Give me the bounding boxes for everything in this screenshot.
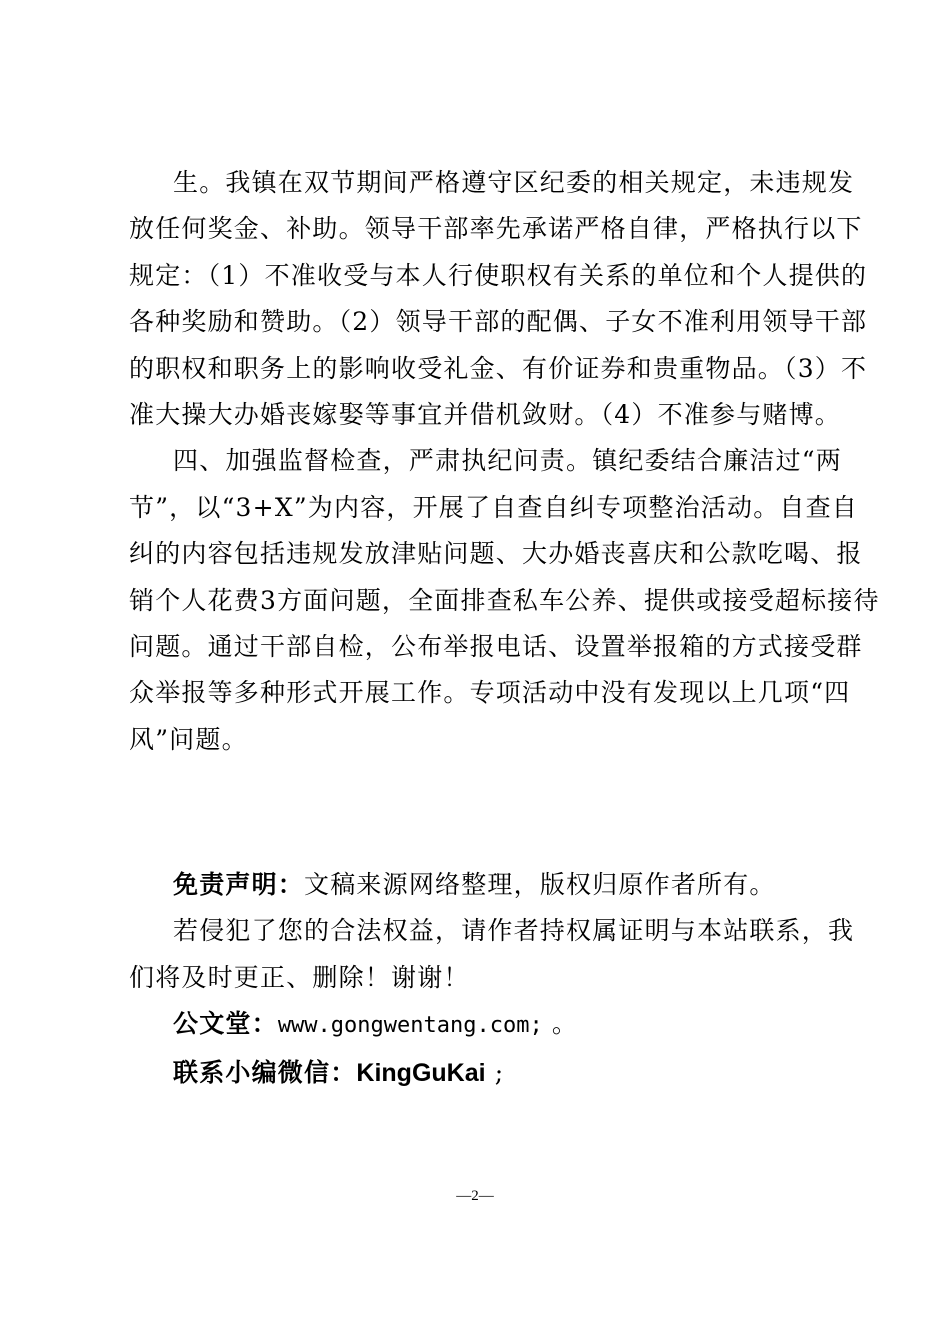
page-number: —2—: [456, 1188, 494, 1204]
disclaimer-block: [129, 862, 863, 1096]
site-url-link[interactable]: www.gongwentang.com;: [277, 1013, 543, 1039]
text-line: 各种奖励和赞助。（2）领导干部的配偶、子女不准利用领导干部: [129, 307, 868, 337]
text-line: 准大操大办婚丧嫁娶等事宜并借机敛财。（4）不准参与赌博。: [129, 400, 842, 430]
text-line: 放任何奖金、补助。领导干部率先承诺严格自律，严格执行以下: [129, 214, 863, 244]
text-line: 规定：（1）不准收受与本人行使职权有关系的单位和个人提供的: [129, 260, 868, 290]
document-body: [129, 160, 880, 763]
site-tail: 。: [542, 1009, 579, 1039]
text-line: 生。我镇在双节期间严格遵守区纪委的相关规定，未违规发: [173, 168, 855, 197]
text-line: 风”问题。: [129, 724, 248, 754]
text-line: 众举报等多种形式开展工作。专项活动中没有发现以上几项“四: [129, 678, 851, 708]
wechat-id: KingGuKai: [356, 1058, 486, 1087]
section-4: [129, 438, 880, 763]
wechat-label: 联系小编微信：: [173, 1057, 357, 1087]
paragraph-rules: [129, 160, 868, 438]
disclaimer-line-3: 们将及时更正、删除！谢谢！: [129, 962, 470, 992]
text-line: 节”，以“3+X”为内容，开展了自查自纠专项整治活动。自查自: [129, 492, 858, 522]
site-line: [173, 1001, 863, 1049]
section-3-tail: [129, 160, 868, 438]
disclaimer-label: 免责声明：: [173, 870, 305, 899]
text-line: 的职权和职务上的影响收受礼金、有价证券和贵重物品。（3）不: [129, 353, 868, 383]
disclaimer-line: [173, 862, 863, 908]
text-line: 问题。通过干部自检，公布举报电话、设置举报箱的方式接受群: [129, 632, 863, 662]
text-line: 销个人花费3方面问题，全面排查私车公养、提供或接受超标接待: [129, 585, 880, 615]
text-line: 四、加强监督检查，严肃执纪问责。镇纪委结合廉洁过“两: [173, 446, 842, 476]
paragraph-supervision: [129, 438, 880, 763]
wechat-tail: ;: [485, 1057, 505, 1087]
disclaimer-text: 文稿来源网络整理，版权归原作者所有。: [304, 870, 776, 899]
wechat-line: [173, 1050, 863, 1096]
text-line: 纠的内容包括违规发放津贴问题、大办婚丧喜庆和公款吃喝、报: [129, 539, 863, 569]
site-label: 公文堂：: [173, 1009, 278, 1039]
disclaimer-line-2: 若侵犯了您的合法权益，请作者持权属证明与本站联系，我: [173, 916, 855, 946]
